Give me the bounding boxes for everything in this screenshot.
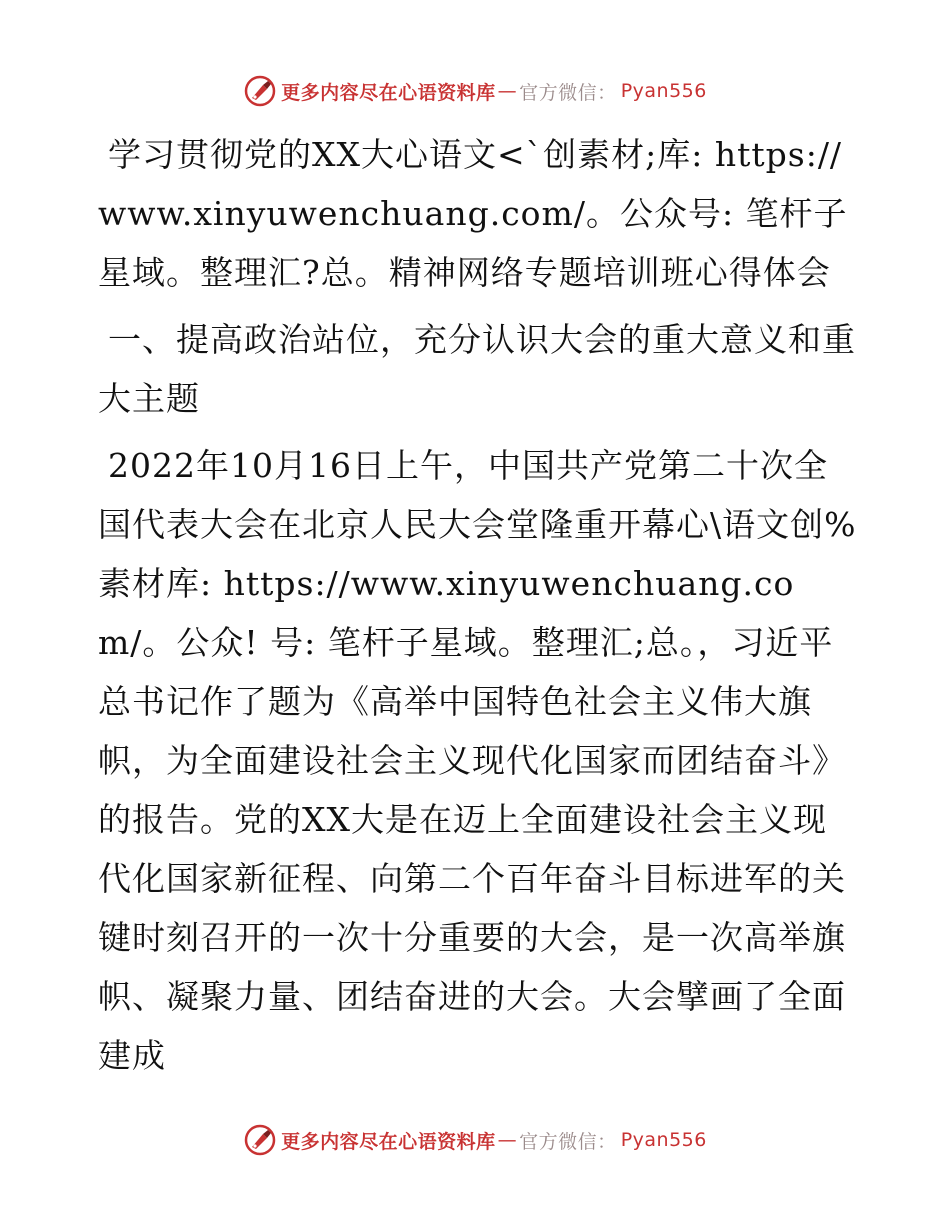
pen-nib-logo-icon — [243, 74, 277, 108]
section-heading: 一、提高政治站位，充分认识大会的重大意义和重大主题 — [98, 320, 856, 418]
banner-wechat-id: Pyan556 — [620, 80, 707, 102]
body-paragraph: 2022年10月16日上午，中国共产党第二十次全国代表大会在北京人民大会堂隆重开幕心\语文创%素材库: https://www.xinyuwenchuang.com/。公众! 号: 笔杆子星域。整理汇;总。，习近平总书记作了题为《高举中国特色社会主义伟大旗帜，为全面建设社会主义现代化国家而团结奋斗》的报告。党的XX大是在迈上全面建设社会主义现代化国家新征程、向第二个百年奋斗目标进军的关键时刻召开的一次十分重要的大会，是一次高举旗帜、凝聚力量、团结奋进的大会。大会擘画了全面建成 — [98, 446, 857, 1075]
footer-banner — [0, 1120, 950, 1160]
banner-separator: — — [497, 80, 518, 102]
document-title-paragraph: 学习贯彻党的XX大心语文<`创素材;库: https://www.xinyuwenchuang.com/。公众号: 笔杆子星域。整理汇?总。精神网络专题培训班心得体会 — [98, 135, 848, 292]
header-banner — [0, 71, 950, 111]
banner-brand-text: 更多内容尽在心语资料库 — [281, 81, 496, 104]
pen-nib-logo-icon — [243, 1123, 277, 1157]
banner-official-label: 官方微信： — [519, 1130, 617, 1153]
banner-official-label: 官方微信： — [519, 81, 617, 104]
banner-wechat-id: Pyan556 — [620, 1129, 707, 1151]
document-body — [98, 125, 858, 1085]
banner-separator: — — [497, 1129, 518, 1151]
banner-brand-text: 更多内容尽在心语资料库 — [281, 1130, 496, 1153]
